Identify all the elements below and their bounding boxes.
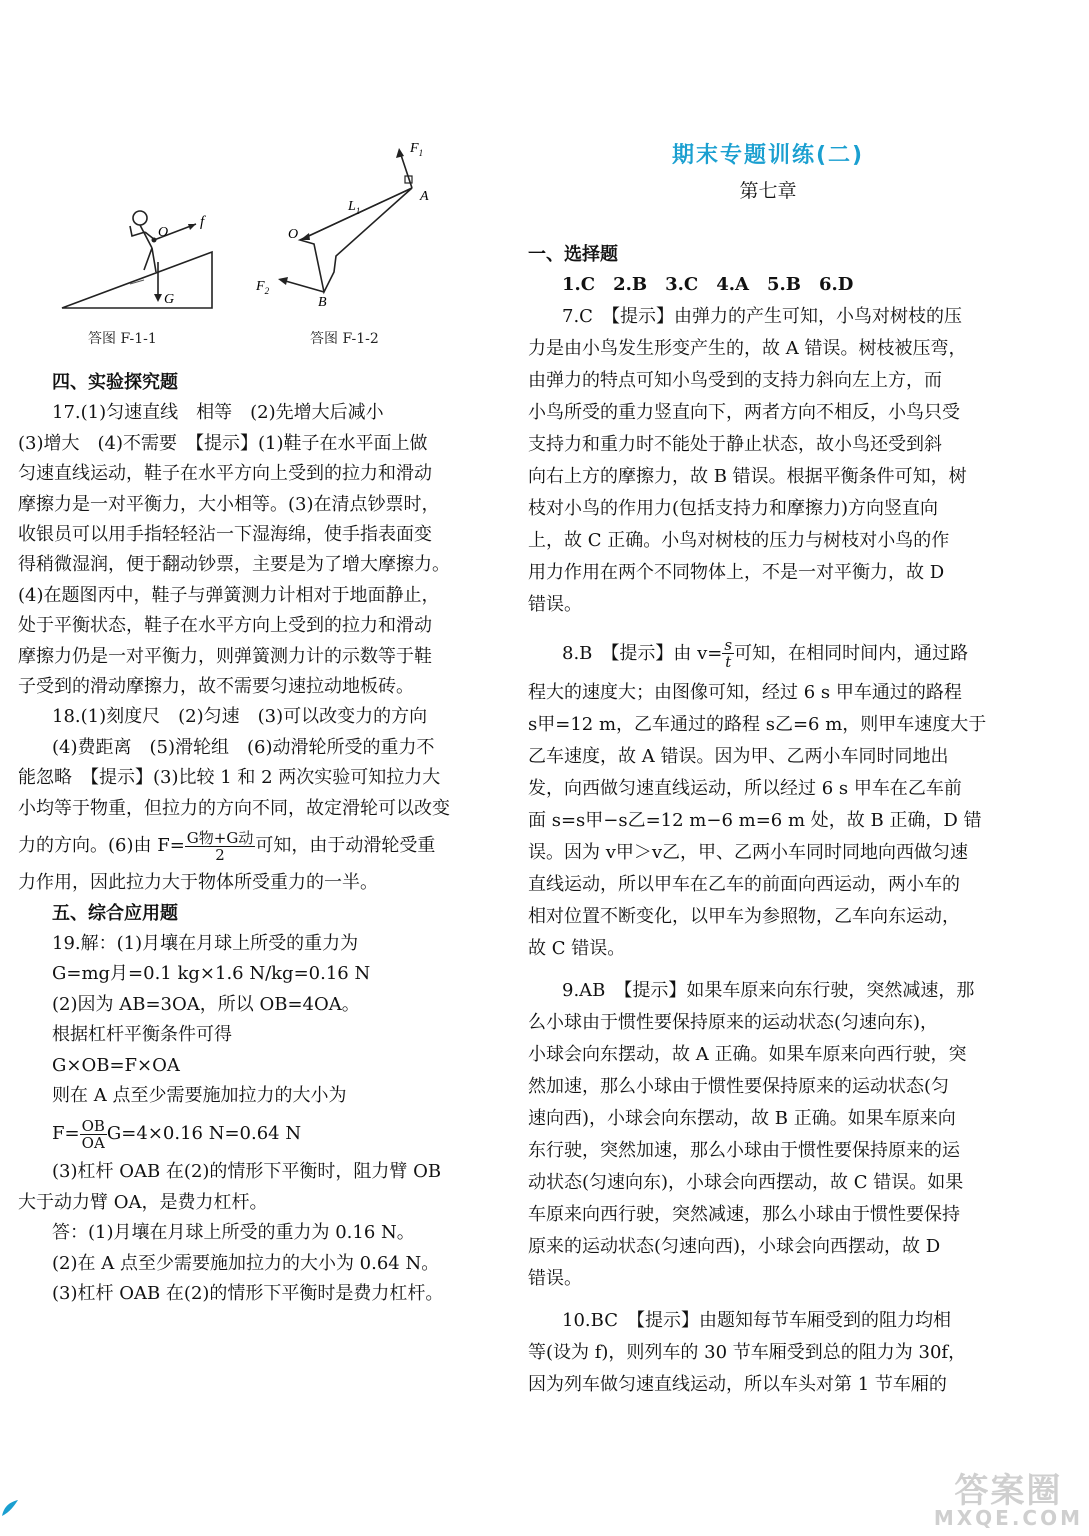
text-line: 小鸟所受的重力竖直向下，两者方向不相反，小鸟只受 bbox=[528, 401, 960, 423]
corner-leaf-icon bbox=[0, 1496, 20, 1518]
label-f: f bbox=[200, 214, 205, 230]
watermark-logo bbox=[933, 1471, 1083, 1530]
text-line: (2)因为 AB=3OA，所以 OB=4OA。 bbox=[52, 993, 360, 1015]
text-line: 枝对小鸟的作用力(包括支持力和摩擦力)方向竖直向 bbox=[528, 497, 939, 519]
text-line: 发，向西做匀速直线运动，所以经过 6 s 甲车在乙车前 bbox=[528, 777, 962, 799]
text-line: 子受到的滑动摩擦力，故不需要匀速拉动地板砖。 bbox=[18, 676, 414, 698]
formula-prefix: 力的方向。(6)由 F= bbox=[18, 835, 185, 857]
text-line: 面 s=s甲−s乙=12 m−6 m=6 m 处，故 B 正确，D 错 bbox=[528, 809, 982, 831]
text-line: G=mg月=0.1 kg×1.6 N/kg=0.16 N bbox=[52, 963, 371, 985]
section-heading-choice: 一、选择题 bbox=[528, 244, 618, 265]
text-line: 因为列车做匀速直线运动，所以车头对第 1 节车厢的 bbox=[528, 1373, 947, 1395]
text-line: 东行驶，突然加速，那么小球由于惯性要保持原来的运 bbox=[528, 1139, 960, 1161]
chapter-heading: 第七章 bbox=[739, 180, 797, 202]
text-line: 能忽略 【提示】(3)比较 1 和 2 两次实验可知拉力大 bbox=[18, 767, 441, 789]
formula-line bbox=[18, 824, 480, 868]
answers-1-6: 1.C 2.B 3.C 4.A 5.B 6.D bbox=[562, 274, 854, 296]
text-line: 匀速直线运动，鞋子在水平方向上受到的拉力和滑动 bbox=[18, 463, 432, 485]
answer-9 bbox=[528, 975, 993, 1295]
arrow-f1-head bbox=[396, 148, 404, 158]
answer-10 bbox=[528, 1305, 993, 1401]
text-line: 误。因为 v甲＞v乙，甲、乙两小车同时同地向西做匀速 bbox=[528, 841, 969, 863]
text-line: 故 C 错误。 bbox=[528, 937, 626, 959]
spacer bbox=[528, 965, 993, 975]
text-line: 相对位置不断变化，以甲车为参照物，乙车向东运动， bbox=[528, 905, 960, 927]
text-line: (3)杠杆 OAB 在(2)的情形下平衡时是费力杠杆。 bbox=[52, 1282, 444, 1304]
text-line: 乙车速度，故 A 错误。因为甲、乙两小车同时同地出 bbox=[528, 745, 949, 767]
answer-18 bbox=[18, 702, 480, 898]
text-line: 9.AB 【提示】如果车原来向东行驶，突然减速，那 bbox=[562, 979, 975, 1001]
text-line: 小球会向东摆动，故 A 正确。如果车原来向西行驶，突 bbox=[528, 1043, 967, 1065]
text-line: 直线运动，所以甲车在乙车的前面向西运动，两小车的 bbox=[528, 873, 960, 895]
formula-line bbox=[528, 631, 993, 677]
text-line: G×OB=F×OA bbox=[52, 1054, 180, 1076]
arm-l1-head bbox=[300, 233, 310, 240]
section-heading-application: 五、综合应用题 bbox=[52, 902, 178, 924]
text-line: 小均等于物重，但拉力的方向不同，故定滑轮可以改变 bbox=[18, 797, 450, 819]
answer-19 bbox=[18, 929, 480, 1309]
text-line: (3)杠杆 OAB 在(2)的情形下平衡时，阻力臂 OB bbox=[52, 1161, 442, 1183]
lever-oab bbox=[300, 188, 412, 292]
answer-17 bbox=[18, 398, 480, 702]
denominator: OA bbox=[81, 1133, 105, 1152]
arrow-f-head bbox=[188, 224, 196, 230]
text-line: (4)在题图丙中，鞋子与弹簧测力计相对于地面静止， bbox=[18, 584, 440, 606]
text-line: 然加速，那么小球由于惯性要保持原来的运动状态(匀 bbox=[528, 1075, 950, 1097]
label-l1: $L_1$ bbox=[348, 199, 361, 216]
label-f1: $F_1$ bbox=[410, 141, 424, 158]
numerator: G物+G动 bbox=[186, 828, 254, 847]
text-line: 由弹力的特点可知小鸟受到的支持力斜向左上方，而 bbox=[528, 369, 942, 391]
arrow-f2-head bbox=[278, 277, 288, 285]
text-line: 力作用，因此拉力大于物体所受重力的一半。 bbox=[18, 872, 378, 894]
formula-prefix: 8.B 【提示】由 v= bbox=[562, 642, 723, 664]
text-line: 么小球由于惯性要保持原来的运动状态(匀速向东)， bbox=[528, 1011, 939, 1033]
text-line: 则在 A 点至少需要施加拉力的大小为 bbox=[52, 1084, 347, 1106]
figure-f-1-1-caption: 答图 F-1-1 bbox=[88, 331, 157, 347]
text-line: 7.C 【提示】由弹力的产生可知，小鸟对树枝的压 bbox=[562, 305, 962, 327]
text-line: 力是由小鸟发生形变产生的，故 A 错误。树枝被压弯， bbox=[528, 337, 967, 359]
spacer bbox=[528, 621, 993, 631]
text-line: 原来的运动状态(匀速向西)，小球会向西摆动，故 D bbox=[528, 1235, 941, 1257]
text-line: 处于平衡状态，鞋子在水平方向上受到的拉力和滑动 bbox=[18, 615, 432, 637]
spacer bbox=[528, 1295, 993, 1305]
label-b: B bbox=[318, 295, 327, 310]
figure-f-1-2-caption: 答图 F-1-2 bbox=[310, 331, 379, 347]
formula-suffix: 可知，由于动滑轮受重 bbox=[255, 835, 436, 857]
text-line: 答：(1)月壤在月球上所受的重力为 0.16 N。 bbox=[52, 1222, 415, 1244]
incline bbox=[62, 252, 212, 308]
text-line: 用力作用在两个不同物体上，不是一对平衡力，故 D bbox=[528, 561, 945, 583]
fraction bbox=[80, 1118, 107, 1151]
formula-suffix: 可知，在相同时间内，通过路 bbox=[734, 642, 969, 664]
label-o: O bbox=[158, 225, 169, 240]
answer-7 bbox=[528, 301, 993, 621]
text-line: 向右上方的摩擦力，故 B 错误。根据平衡条件可知，树 bbox=[528, 465, 967, 487]
label-g: G bbox=[164, 292, 175, 307]
figure-f-1-1 bbox=[60, 200, 220, 315]
text-line: 大于动力臂 OA，是费力杠杆。 bbox=[18, 1191, 268, 1213]
text-line: 支持力和重力时不能处于静止状态，故小鸟还受到斜 bbox=[528, 433, 942, 455]
text-line: 摩擦力仍是一对平衡力，则弹簧测力计的示数等于鞋 bbox=[18, 645, 432, 667]
text-line: 根据杠杆平衡条件可得 bbox=[52, 1024, 232, 1046]
numerator: s bbox=[724, 636, 733, 655]
label-f2: $F_2$ bbox=[256, 279, 270, 296]
text-line: (4)费距离 (5)滑轮组 (6)动滑轮所受的重力不 bbox=[52, 736, 435, 758]
figure-f-1-2 bbox=[250, 140, 440, 310]
denominator: 2 bbox=[215, 845, 225, 864]
text-line: 摩擦力是一对平衡力，大小相等。(3)在清点钞票时， bbox=[18, 493, 440, 515]
text-line: 上，故 C 正确。小鸟对树枝的压力与树枝对小鸟的作 bbox=[528, 529, 950, 551]
right-column bbox=[528, 240, 993, 1401]
text-line: 收银员可以用手指轻轻沾一下湿海绵，使手指表面变 bbox=[18, 524, 432, 546]
text-line: 18.(1)刻度尺 (2)匀速 (3)可以改变力的方向 bbox=[52, 706, 428, 728]
text-line: 19.解：(1)月壤在月球上所受的重力为 bbox=[52, 932, 359, 954]
numerator: OB bbox=[81, 1116, 105, 1135]
text-line: 动状态(匀速向东)，小球会向西摆动，故 C 错误。如果 bbox=[528, 1171, 964, 1193]
formula-prefix: F= bbox=[52, 1123, 80, 1145]
text-line: s甲=12 m，乙车通过的路程 s乙=6 m，则甲车速度大于 bbox=[528, 713, 987, 735]
watermark-line2: MXQE.COM bbox=[933, 1506, 1083, 1530]
text-line: (3)增大 (4)不需要 【提示】(1)鞋子在水平面上做 bbox=[18, 432, 428, 454]
text-line: 程大的速度大；由图像可知，经过 6 s 甲车通过的路程 bbox=[528, 681, 962, 703]
label-o: O bbox=[288, 227, 299, 242]
text-line: (2)在 A 点至少需要施加拉力的大小为 0.64 N。 bbox=[52, 1252, 440, 1274]
section-title: 期末专题训练(二) bbox=[671, 143, 865, 168]
answer-8 bbox=[528, 631, 993, 965]
label-a: A bbox=[420, 189, 429, 204]
denominator: t bbox=[725, 653, 732, 672]
left-column bbox=[18, 368, 480, 1309]
section-heading-experiment: 四、实验探究题 bbox=[52, 372, 178, 393]
text-line: 速向西)，小球会向东摆动，故 B 正确。如果车原来向 bbox=[528, 1107, 956, 1129]
formula-suffix: G=4×0.16 N=0.64 N bbox=[106, 1123, 302, 1145]
text-line: 错误。 bbox=[528, 593, 582, 615]
fraction bbox=[185, 830, 256, 863]
fraction bbox=[722, 637, 734, 670]
arrow-g-head bbox=[154, 294, 162, 302]
watermark-line1: 答案圈 bbox=[954, 1471, 1063, 1511]
text-line: 车原来向西行驶，突然减速，那么小球由于惯性要保持 bbox=[528, 1203, 960, 1225]
text-line: 错误。 bbox=[528, 1267, 582, 1289]
text-line: 等(设为 f)，则列车的 30 节车厢受到总的阻力为 30f， bbox=[528, 1341, 967, 1363]
text-line: 10.BC 【提示】由题知每节车厢受到的阻力均相 bbox=[562, 1309, 951, 1331]
text-line: 17.(1)匀速直线 相等 (2)先增大后减小 bbox=[52, 402, 384, 424]
formula-line bbox=[18, 1111, 480, 1157]
text-line: 得稍微湿润，便于翻动钞票，主要是为了增大摩擦力。 bbox=[18, 554, 450, 576]
arrow-f2 bbox=[282, 280, 324, 292]
